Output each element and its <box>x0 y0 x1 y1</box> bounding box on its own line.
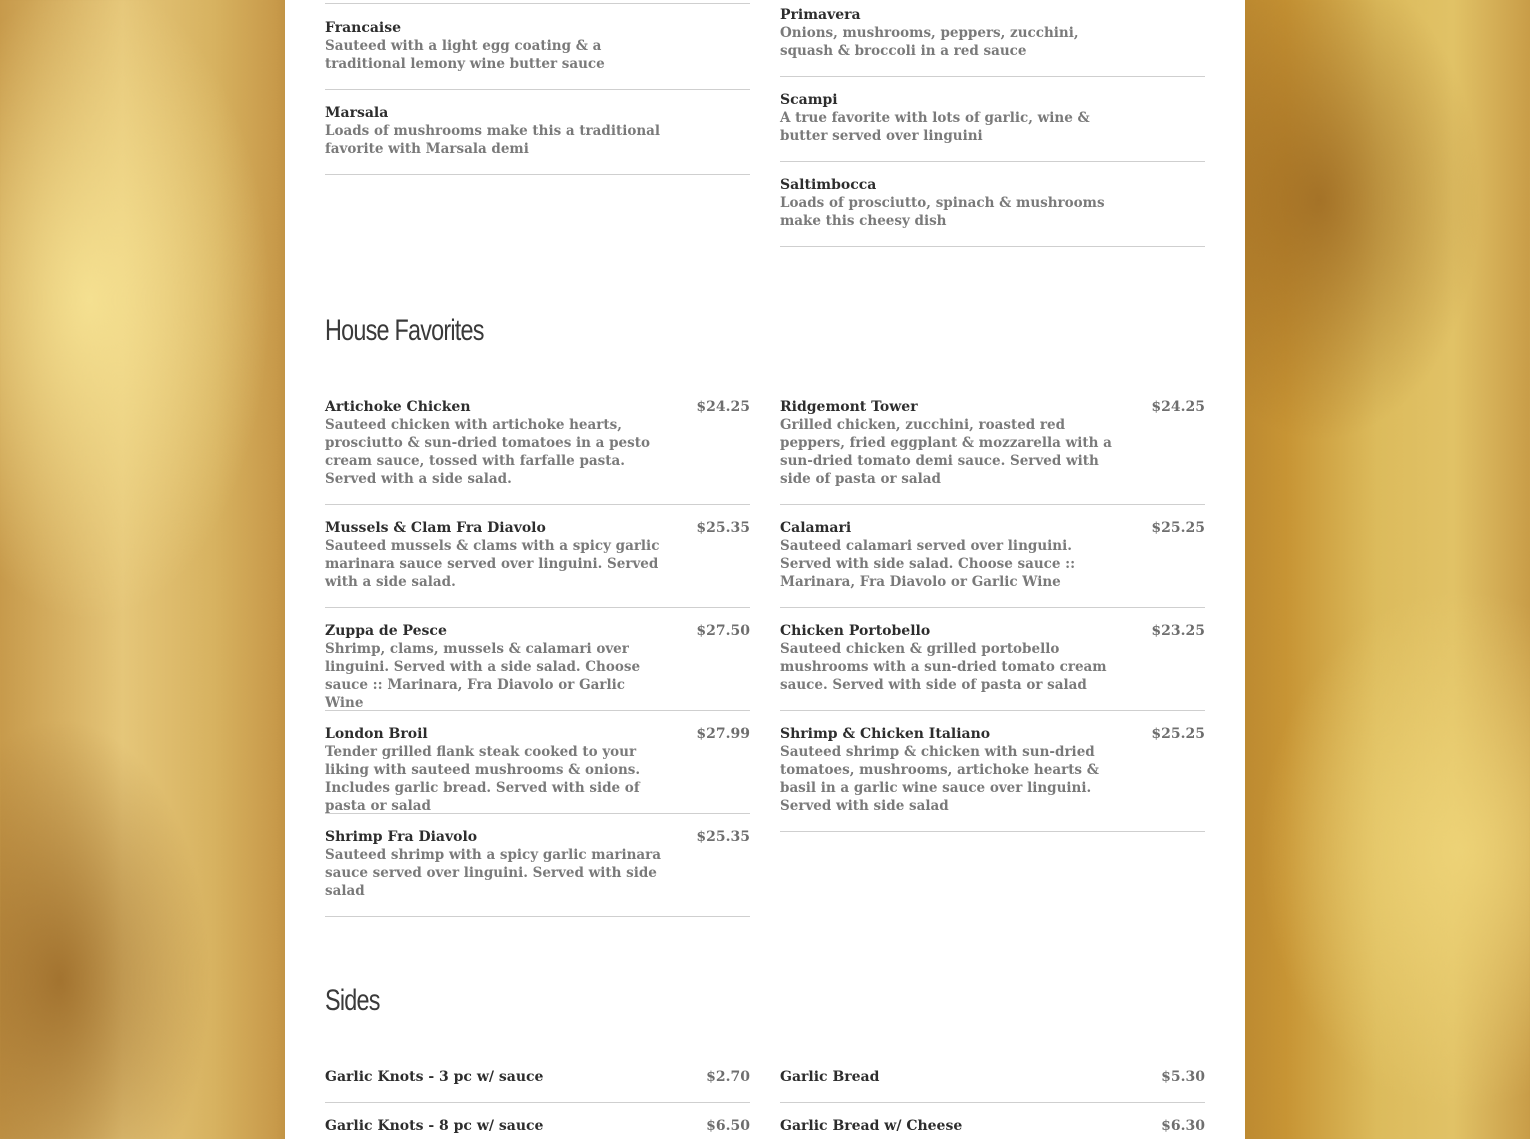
item-price: $5.30 <box>1161 1069 1205 1085</box>
item-description: Sauteed mussels & clams with a spicy garlic marinara sauce served over linguini. Served with a side salad. <box>325 538 660 590</box>
item-name: Shrimp Fra Diavolo <box>325 829 478 845</box>
item-name: Garlic Knots - 8 pc w/ sauce <box>325 1118 544 1134</box>
menu-item <box>780 622 1205 711</box>
item-description: Onions, mushrooms, peppers, zucchini, squash & broccoli in a red sauce <box>780 25 1079 59</box>
menu-item <box>325 519 750 608</box>
item-price: $2.70 <box>706 1069 750 1085</box>
item-price: $25.25 <box>1151 726 1205 742</box>
menu-item <box>780 725 1205 832</box>
item-description: Shrimp, clams, mussels & calamari over linguini. Served with a side salad. Choose sauce :: Marinara, Fra Diavolo or Garlic Wine <box>325 641 641 711</box>
item-description: Loads of prosciutto, spinach & mushrooms make this cheesy dish <box>780 195 1105 229</box>
menu-item <box>780 176 1205 247</box>
item-name: Artichoke Chicken <box>325 399 471 415</box>
item-name: Marsala <box>325 105 389 121</box>
menu-item <box>780 6 1205 77</box>
item-name: Scampi <box>780 92 838 108</box>
section-title-house-favorites: House Favorites <box>325 314 484 347</box>
menu-item <box>325 725 750 814</box>
menu-page <box>285 0 1245 1139</box>
item-description: Sauteed shrimp with a spicy garlic marinara sauce served over linguini. Served with side salad <box>325 847 661 899</box>
item-name: Francaise <box>325 20 402 36</box>
section-title-sides: Sides <box>325 984 380 1017</box>
item-description: Sauteed chicken with artichoke hearts, prosciutto & sun-dried tomatoes in a pesto cream sauce, tossed with farfalle pasta. Served with a side salad. <box>325 417 650 487</box>
menu-item <box>325 1117 750 1139</box>
item-price: $27.99 <box>696 726 750 742</box>
item-description: Loads of mushrooms make this a traditional favorite with Marsala demi <box>325 123 661 157</box>
menu-item <box>780 91 1205 162</box>
menu-item <box>325 1068 750 1103</box>
menu-item <box>325 622 750 711</box>
menu-item <box>325 398 750 505</box>
menu-item <box>780 398 1205 505</box>
divider <box>325 3 750 4</box>
item-name: Ridgemont Tower <box>780 399 918 415</box>
item-name: Primavera <box>780 7 861 23</box>
item-name: Shrimp & Chicken Italiano <box>780 726 991 742</box>
item-price: $25.35 <box>696 829 750 845</box>
item-price: $25.35 <box>696 520 750 536</box>
menu-item <box>325 104 750 175</box>
item-price: $25.25 <box>1151 520 1205 536</box>
menu-item <box>780 519 1205 608</box>
item-name: Zuppa de Pesce <box>325 623 447 639</box>
item-price: $23.25 <box>1151 623 1205 639</box>
item-description: Grilled chicken, zucchini, roasted red peppers, fried eggplant & mozzarella with a sun-dried tomato demi sauce. Served with side of pasta or salad <box>780 417 1112 487</box>
item-name: Calamari <box>780 520 852 536</box>
menu-item <box>325 19 750 90</box>
menu-item <box>780 1068 1205 1103</box>
item-description: A true favorite with lots of garlic, wine & butter served over linguini <box>780 110 1090 144</box>
item-name: Mussels & Clam Fra Diavolo <box>325 520 546 536</box>
menu-item <box>780 1117 1205 1139</box>
item-price: $24.25 <box>1151 399 1205 415</box>
item-name: London Broil <box>325 726 428 742</box>
item-price: $24.25 <box>696 399 750 415</box>
item-description: Sauteed with a light egg coating & a traditional lemony wine butter sauce <box>325 38 605 72</box>
item-name: Garlic Knots - 3 pc w/ sauce <box>325 1069 544 1085</box>
item-description: Sauteed calamari served over linguini. Served with side salad. Choose sauce :: Marinara, Fra Diavolo or Garlic Wine <box>780 538 1076 590</box>
item-name: Saltimbocca <box>780 177 877 193</box>
item-name: Garlic Bread w/ Cheese <box>780 1118 963 1134</box>
item-description: Tender grilled flank steak cooked to your liking with sauteed mushrooms & onions. Includes garlic bread. Served with side of pasta or salad <box>325 744 641 814</box>
menu-item <box>325 828 750 917</box>
item-name: Garlic Bread <box>780 1069 880 1085</box>
item-description: Sauteed shrimp & chicken with sun-dried tomatoes, mushrooms, artichoke hearts & basil in a garlic wine sauce over linguini. Served with side salad <box>780 744 1099 814</box>
item-price: $6.30 <box>1161 1118 1205 1134</box>
item-description: Sauteed chicken & grilled portobello mushrooms with a sun-dried tomato cream sauce. Served with side of pasta or salad <box>780 641 1107 693</box>
item-price: $6.50 <box>706 1118 750 1134</box>
item-price: $27.50 <box>696 623 750 639</box>
item-name: Chicken Portobello <box>780 623 931 639</box>
